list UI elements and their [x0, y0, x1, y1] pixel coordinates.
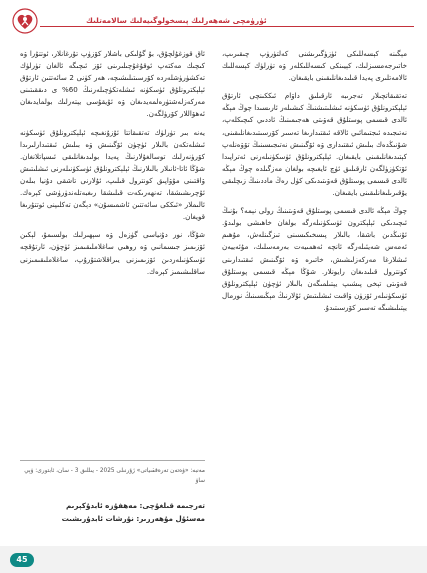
page-number: 45: [10, 553, 34, 567]
paragraph: تەتقىقاتچىلار تەجرىبە ئارقىلىق داۋام ئىككىنچى ئارتۇق ئېلېكترونلۇق ئۈسكۈنە ئىشلىتىشنىڭ كىشىلەر ئارىسىدا چوڭ مېڭە ئالدى قىسمى پوستلۇق قەۋىتى ھەجىمىنىڭ ئاددىي كىچىكلەپ، نەتىجىدە ئىجتىمائىي ئالاقە ئىقتىدارىغا تەسىر كۆرسىتىدىغانلىقىنى، شۇنىڭدەك بىلىش ئىقتىدارى ۋە ئۆگىنىش نەتىجىسىنىڭ تۆۋەنلەپ كېتىدىغانلىقىنى بايقىغان. ئېلېكترونلۇق ئۈسكۈنىلەرنى ئەتراپىدا ئۆتكۈزۈلگەن ئارقىلىق ئۈچ ئايغىچە بولغان مەزگىلدە چوڭ مېڭە ئالدى قىسمى پوستلۇق قەۋىتىدىكى كۈل رەڭ ماددىنىڭ زىچلىقى يۇقىرىلىغانلىقىنى بايقىغان.: [222, 91, 407, 198]
paragraph: مېگىنە كېسەللىكى ئۈزۈگىرىشنى كەلتۈرۈپ چىقىرىپ، خاتىرجەمسىزلىك، كېيىنكى كىسەللىكلەر ۋە تۈرلۈك كېسەللىك ئالامەتلىرى پەيدا قىلىدىغانلىقىنى بايقىغان.: [222, 49, 407, 83]
left-text-column: [20, 48, 205, 284]
paragraph: شۇڭا، نور دۇنياسى گۈزەل ۋە سېھىرلىك بولسىمۇ، لېكىن ئۆزىمىز جىسمانىي ۋە روھىي ساغلاملىقىمىز ئۈچۈن، ئارتۇقچە ئۈسكۈنىلەردىن ئۆزىمىزنى يىراقلاشتۇرۇپ، ساغلاملىقىمىزنى ساقلىشىمىز كېرەك.: [20, 230, 205, 276]
right-text-column: [222, 48, 407, 320]
header-title: ئۈرۈمچى شەھەرلىك پىسخولوگىيەلىك سالامەتلىك: [86, 16, 267, 25]
heart-person-logo: [12, 8, 38, 34]
footer-band: [0, 546, 427, 573]
editor-credit: مەسئۇل مۇھەررىر: نۇرشات ئابدۇرىشىت: [61, 514, 205, 523]
paragraph: ئاق قوزغۇلچۇق، بۇ گۇلىكى باشلار كۆزۈپ تۇرغانلار، ئوتتۇرا ۋە كىچىك مەكتەپ ئوقۇغۇچىلىرىنى ئۆز ئىچىگە ئالغان تۈرلۈك تەكشۈرۈشلەردە كۆرسىتىلىشىچە، ھەر كۈنى 2 سائەتتىن ئارتۇق ئېلېكترونلۇق ئۈسكۈنە ئىشلەتكۈچىلەرنىڭ 60% ى دىققىتىنى مەركەزلەشتۈرەلمەيدىغان ۋە ئۇيقۇسى يېتەرلىك بولمايدىغان ئەھۋاللار كۆرۈلگەن.: [20, 49, 205, 119]
header-divider: [40, 26, 414, 27]
paragraph: چوڭ مېڭە ئالدى قىسمى پوستلۇق قەۋىتىنىڭ رولى نېمە؟ بۇنىڭ ئىچىدىكى ئېلېكترون ئۈسكۈنىلەرگە بولغان خاھىشى بولىدۇ. ئۇنىڭدىن باشقا، بالىلار پىسخىكىسىنى تىزگىنلەش، مۇھىم ئەمەس شەيئىلەرگە ئانچە ئەھمىيەت بەرمەسلىك، مۇئەييەن ئىشلارغا مەركەزلىشىش، خاتىرە ۋە ئۆگىنىش ئىقتىدارىنى كونترول قىلىدىغان رايونلار. شۇڭا مېڭە قىسمى پوستلۇق قەۋىتى تېخى پىشىپ يېتىلمىگەن بالىلار ئۈچۈن ئېلېكترونلۇق ئۈسكۈنىلەر ئۆزۈن ۋاقىت ئىشلىتىش ئۇلارنىڭ مېڭىسىنىڭ نورمال يېتىلىشىگە تەسىر كۆرسىتىدۇ.: [222, 206, 407, 312]
article-credits: [20, 499, 205, 525]
translator-credit: تەرجىمە قىلغۇچى: مەھفۇزە ئابدۇكېرىم: [66, 501, 205, 510]
source-footnote: مەنبە: «ۋەتەن تەرەققىياتى» ژۇرنىلى 2025 - يىللىق 3 - سان، ئابتورى: ۋېي ساۋ: [24, 468, 205, 484]
paragraph: يەنە بىر تۈرلۈك تەتقىقاتتا ئۇزۇنغىچە ئېلېكترونلۇق ئۈسكۈنە ئىشلەتكەن بالىلار ئۈچۈن ئۆگىنىش ۋە بىلىش ئىقتىدارلىرىدا كۆرۈنەرلىك توسالغۇلارنىڭ پەيدا بولىدىغانلىقى ئىسپاتلانغان. شۇڭا ئاتا-ئانىلار بالىلارنىڭ ئېلېكترونلۇق ئۈسكۈنىلەرنى ئىشلىتىش ۋاقتىنى مۇۋاپىق كونترول قىلىپ، ئۇلارنى تاشقى دۇنيا بىلەن ئۇچرىشىشقا، تەنھەرىكەت قىلىشقا رىغبەتلەندۈرۈشى كېرەك. ئالىملار «ئىككى سائەتتىن ئاشمىسۇن» دېگەن تەكلىپنى ئوتتۇرىغا قويغان.: [20, 127, 205, 222]
footnote-divider: [20, 460, 205, 461]
